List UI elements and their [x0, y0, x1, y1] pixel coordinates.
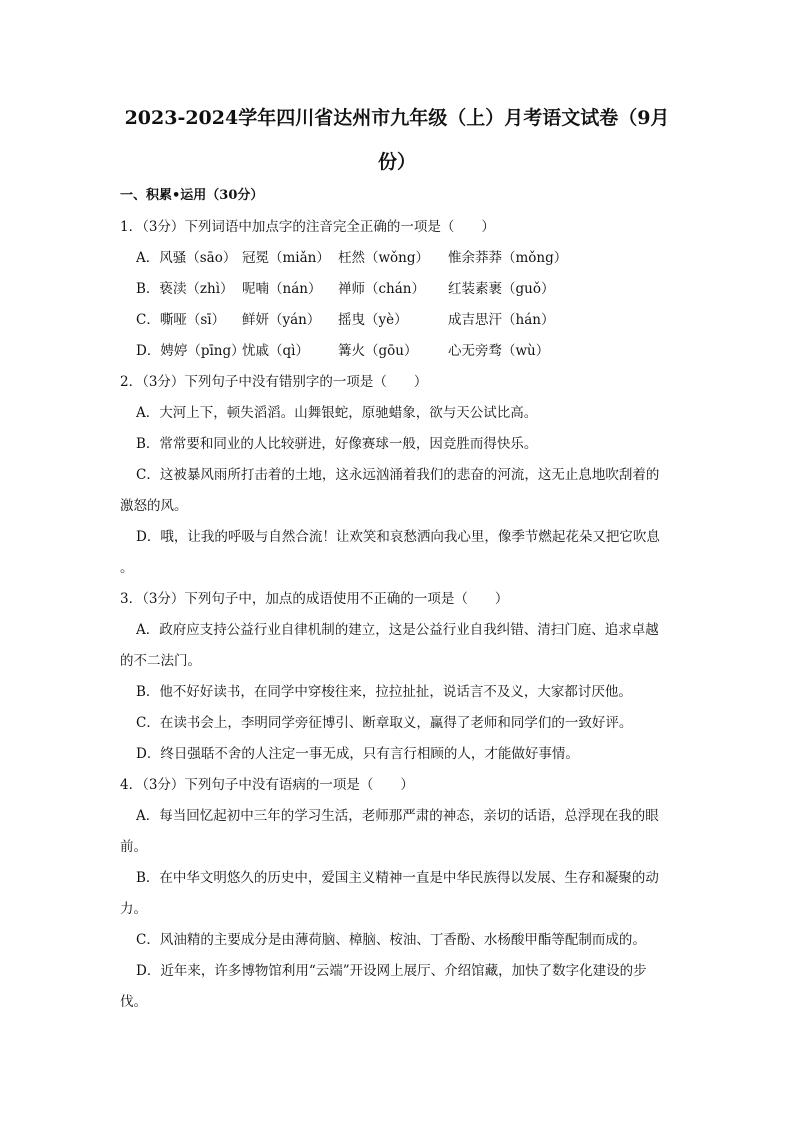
question-4-option-c: C．风油精的主要成分是由薄荷脑、樟脑、桉油、丁香酚、水杨酸甲酯等配制而成的。 — [136, 932, 646, 948]
option-d-item-3: 篝火（gōu） — [338, 343, 418, 359]
question-1-option-d — [120, 336, 680, 367]
option-a-item-2: 冠冕（miǎn） — [242, 250, 330, 266]
question-2-option-b: B．常常要和同业的人比较骈进，好像赛球一般，因竞胜而得快乐。 — [136, 436, 538, 452]
question-4-option-b-line1: B．在中华文明悠久的历史中，爱国主义精神一直是中华民族得以发展、生存和凝聚的动 — [136, 870, 659, 886]
option-d-item-1: D．娉婷（pīng） — [136, 343, 245, 359]
exam-title — [112, 96, 682, 184]
question-4-option-d-line2: 伐。 — [120, 994, 147, 1010]
question-2-option-c-line2: 激怒的风。 — [120, 498, 188, 514]
question-3-option-d: D．终日强聒不舍的人注定一事无成，只有言行相顾的人，才能做好事情。 — [136, 746, 579, 762]
question-3-stem: 3．（3分）下列句子中，加点的成语使用不正确的一项是（ ） — [120, 591, 509, 607]
option-b-item-1: B．亵渎（zhì） — [136, 281, 234, 297]
option-d-item-2: 忧戚（qì） — [242, 343, 309, 359]
question-4-stem: 4．（3分）下列句子中没有语病的一项是（ ） — [120, 777, 414, 793]
option-a-item-4: 惟余莽莽（mǒng） — [448, 250, 568, 266]
option-a-item-1: A．风骚（sāo） — [136, 250, 237, 266]
question-2-option-d-line1: D．哦，让我的呼吸与自然合流！让欢笑和哀愁洒向我心里，像季节燃起花朵又把它吹息 — [136, 529, 660, 545]
exam-title-line1: 2023-2024学年四川省达州市九年级（上）月考语文试卷（9月 — [124, 107, 670, 129]
question-4-option-a-line1: A．每当回忆起初中三年的学习生活，老师那严肃的神态，亲切的话语，总浮现在我的眼 — [136, 808, 659, 824]
question-1-option-c — [120, 305, 680, 336]
question-2-option-c-line1: C．这被暴风雨所打击着的土地，这永远汹涌着我们的悲奋的河流，这无止息地吹刮着的 — [136, 467, 660, 483]
section-heading: 一、积累•运用（30分） — [120, 188, 264, 203]
exam-title-line2: 份） — [377, 151, 416, 173]
question-3-option-b: B．他不好好读书，在同学中穿梭往来，拉拉扯扯，说话言不及义，大家都讨厌他。 — [136, 684, 632, 700]
question-2-option-d-line2: 。 — [120, 560, 134, 576]
question-1-option-a — [120, 243, 680, 274]
option-c-item-4: 成吉思汗（hán） — [448, 312, 555, 328]
question-1-stem: 1．（3分）下列词语中加点字的注音完全正确的一项是（ ） — [120, 219, 495, 235]
option-c-item-1: C．嘶哑（sī） — [136, 312, 226, 328]
question-4-option-a-line2: 前。 — [120, 839, 147, 855]
question-3-option-c: C．在读书会上，李明同学旁征博引、断章取义，赢得了老师和同学们的一致好评。 — [136, 715, 633, 731]
option-b-item-3: 禅师（chán） — [338, 281, 425, 297]
option-a-item-3: 枉然（wǒng） — [338, 250, 430, 266]
option-b-item-2: 呢喃（nán） — [242, 281, 322, 297]
question-2-stem: 2．（3分）下列句子中没有错别字的一项是（ ） — [120, 374, 428, 390]
question-3-option-a-line2: 的不二法门。 — [120, 653, 201, 669]
option-c-item-2: 鲜妍（yán） — [242, 312, 321, 328]
question-2-option-a: A．大河上下，顿失滔滔。山舞银蛇，原驰蜡象，欲与天公试比高。 — [136, 405, 538, 421]
question-1-option-b — [120, 274, 680, 305]
question-4-option-b-line2: 力。 — [120, 901, 147, 917]
question-list — [120, 212, 680, 1018]
option-d-item-4: 心无旁骛（wù） — [448, 343, 550, 359]
option-c-item-3: 摇曳（yè） — [338, 312, 408, 328]
option-b-item-4: 红装素裹（guǒ） — [448, 281, 555, 297]
question-4-option-d-line1: D．近年来，许多博物馆利用“云端”开设网上展厅、介绍馆藏，加快了数字化建设的步 — [136, 963, 647, 979]
question-3-option-a-line1: A．政府应支持公益行业自律机制的建立，这是公益行业自我纠错、清扫门庭、追求卓越 — [136, 622, 659, 638]
